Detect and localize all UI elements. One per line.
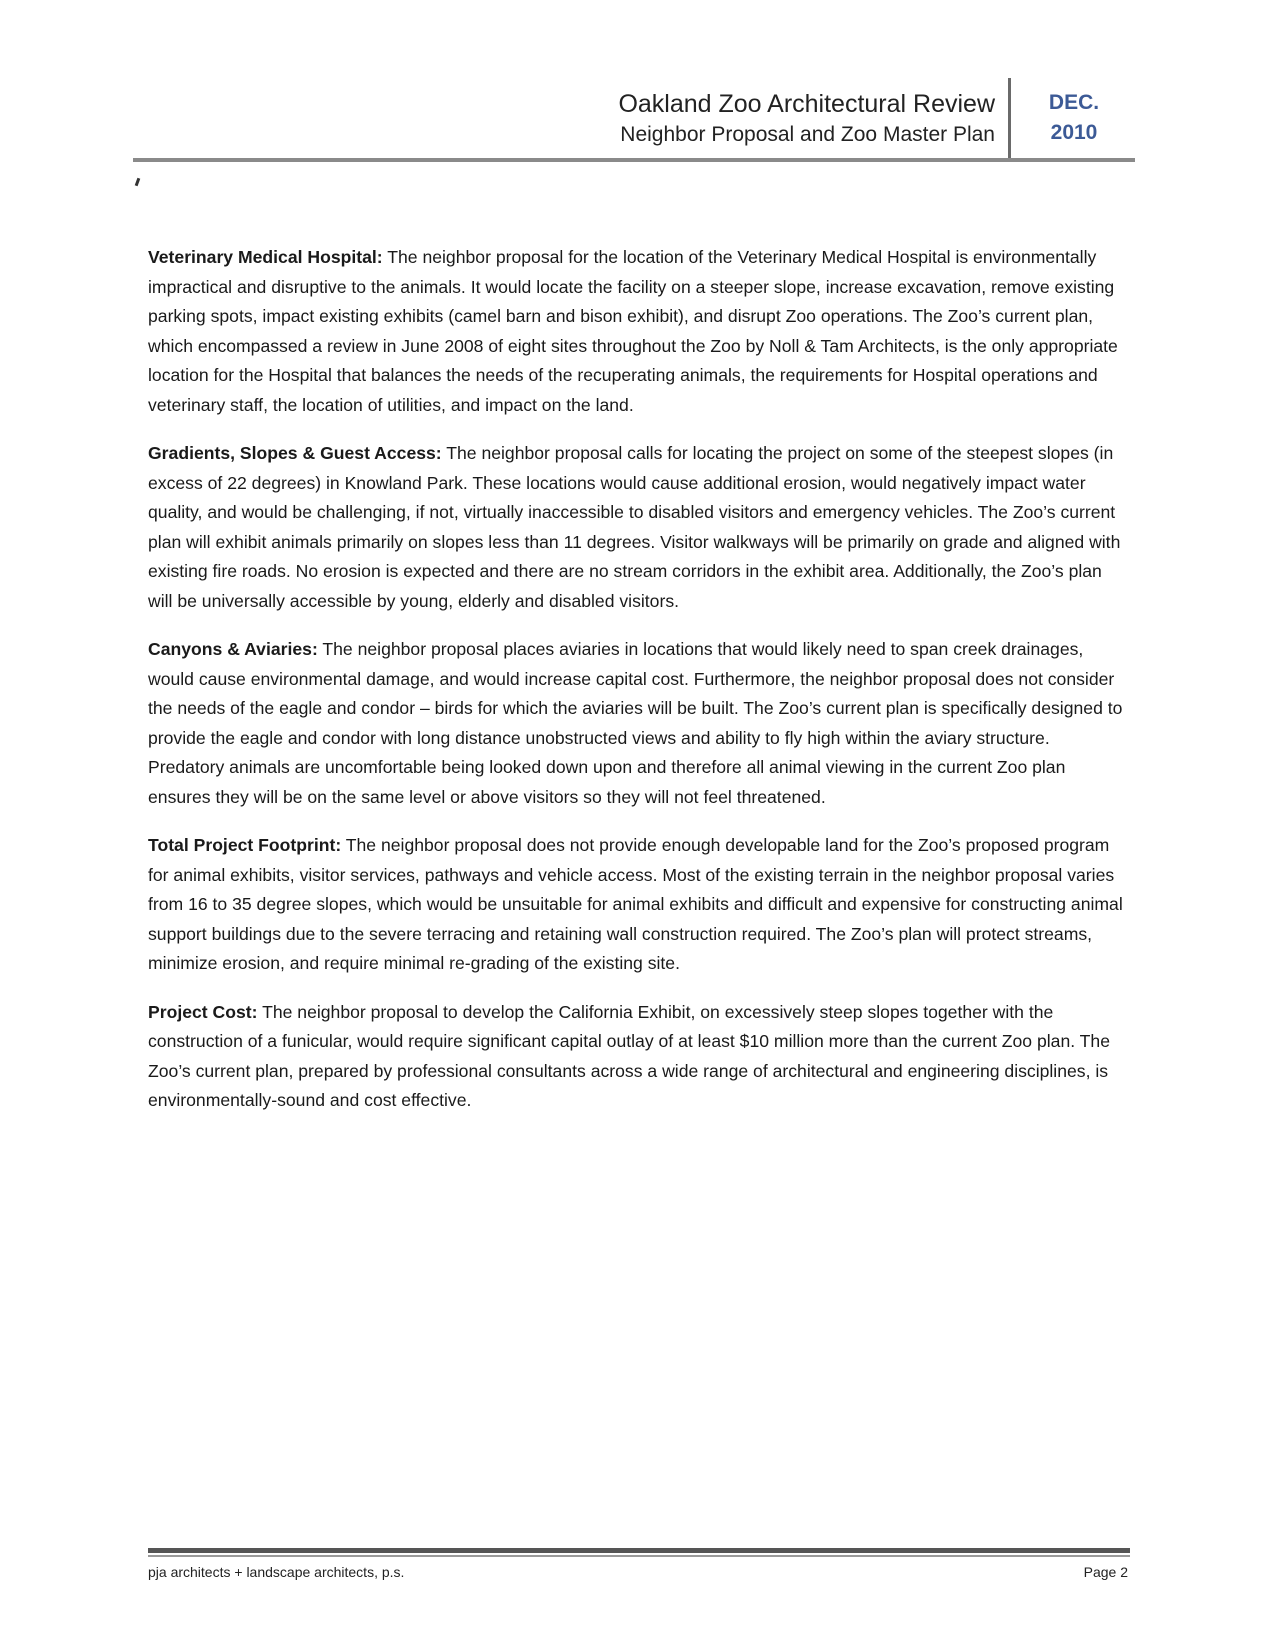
header-date (1018, 88, 1130, 148)
date-year: 2010 (1050, 121, 1098, 144)
footer-firm: pja architects + landscape architects, p.s. (148, 1564, 405, 1580)
header-titles (618, 88, 995, 150)
section-body: The neighbor proposal to develop the California Exhibit, on excessively steep slopes together with the construction of a funicular, would require significant capital outlay of at least $10 million more than the current Zoo plan. The Zoo’s current plan, prepared by professional consultants across a wide range of architectural and engineering disciplines, is environmentally-sound and cost effective. (148, 1001, 1111, 1110)
section-body: The neighbor proposal for the location of the Veterinary Medical Hospital is environmentally impractical and disruptive to the animals. It would locate the facility on a steeper slope, increase excavation, remove existing parking spots, impact existing exhibits (camel barn and bison exhibit), and disrupt Zoo operations. The Zoo’s current plan, which encompassed a review in June 2008 of eight sites throughout the Zoo by Noll & Tam Architects, is the only appropriate location for the Hospital that balances the needs of the recuperating animals, the requirements for Hospital operations and veterinary staff, the location of utilities, and impact on the land. (148, 247, 1118, 415)
section-heading: Total Project Footprint: (148, 835, 342, 855)
section-project-cost (148, 998, 1128, 1116)
section-body: The neighbor proposal calls for locating the project on some of the steepest slopes (in excess of 22 degrees) in Knowland Park. These locations would cause additional erosion, would negatively impact water quality, and would be challenging, if not, virtually inaccessible to disabled visitors and emergency vehicles. The Zoo’s current plan will exhibit animals primarily on slopes less than 11 degrees. Visitor walkways will be primarily on grade and aligned with existing fire roads. No erosion is expected and there are no stream corridors in the exhibit area. Additionally, the Zoo’s plan will be universally accessible by young, elderly and disabled visitors. (148, 443, 1121, 611)
document-title: Oakland Zoo Architectural Review (618, 90, 995, 118)
section-canyons-aviaries (148, 635, 1128, 812)
section-body: The neighbor proposal places aviaries in locations that would likely need to span creek drainages, would cause environmental damage, and would increase capital cost. Furthermore, the neighbor proposal does not consider the needs of the eagle and condor – birds for which the aviaries will be built. The Zoo’s current plan is specifically designed to provide the eagle and condor with long distance unobstructed views and ability to fly high within the aviary structure. Predatory animals are uncomfortable being looked down upon and therefore all animal viewing in the current Zoo plan ensures they will be on the same level or above visitors so they will not feel threatened. (148, 639, 1123, 807)
section-heading: Veterinary Medical Hospital: (148, 247, 383, 267)
footer-rule-thin (148, 1555, 1130, 1557)
header-divider (1008, 78, 1011, 162)
section-heading: Canyons & Aviaries: (148, 639, 318, 659)
header-rule (133, 158, 1135, 162)
section-heading: Project Cost: (148, 1001, 258, 1022)
page-number: Page 2 (1083, 1564, 1128, 1580)
date-month: DEC. (1048, 91, 1100, 114)
section-body: The neighbor proposal does not provide enough developable land for the Zoo’s proposed program for animal exhibits, visitor services, pathways and vehicle access. Most of the existing terrain in the neighbor proposal varies from 16 to 35 degree slopes, which would be unsuitable for animal exhibits and difficult and expensive for constructing animal support buildings due to the severe terracing and retaining wall construction required. The Zoo’s plan will protect streams, minimize erosion, and require minimal re-grading of the existing site. (148, 835, 1123, 973)
scan-mark (135, 178, 141, 187)
document-body (148, 243, 1128, 1135)
section-veterinary-hospital (148, 243, 1128, 420)
document-subtitle: Neighbor Proposal and Zoo Master Plan (620, 123, 995, 146)
section-heading: Gradients, Slopes & Guest Access: (148, 443, 442, 463)
section-gradients-slopes (148, 439, 1128, 616)
footer-rule (148, 1548, 1130, 1553)
section-project-footprint (148, 831, 1128, 979)
